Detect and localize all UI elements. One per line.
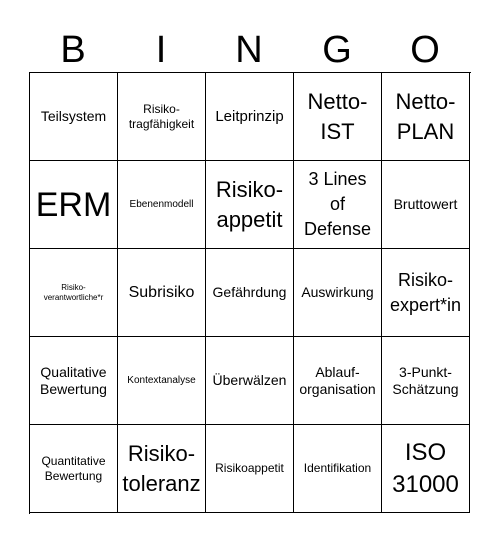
bingo-cell[interactable] [206,337,294,425]
cell-text: Risiko- tragfähigkeit [128,101,195,131]
bingo-cell[interactable] [118,425,206,513]
cell-text: Identifikation [303,461,372,475]
cell-text: Quantitative Bewertung [41,453,106,483]
bingo-cell[interactable] [382,337,470,425]
cell-text: Netto- IST [307,88,368,144]
cell-text: Ebenenmodell [129,198,194,210]
cell-text: Bruttowert [393,196,458,212]
cell-text: Risiko- toleranz [122,440,201,496]
bingo-cell[interactable] [118,337,206,425]
header-letter-b: B [60,29,86,71]
cell-text: Gefährdung [212,284,287,300]
cell-text: Leitprinzip [215,108,284,125]
bingo-cell[interactable] [382,249,470,337]
bingo-cell[interactable] [30,161,118,249]
bingo-cell[interactable] [118,161,206,249]
cell-text: Auswirkung [301,284,374,300]
cell-text: ERM [35,185,112,224]
bingo-cell[interactable] [206,73,294,161]
bingo-cell[interactable] [30,425,118,513]
bingo-grid [29,72,471,514]
bingo-cell[interactable] [382,161,470,249]
cell-text: ISO 31000 [392,438,459,498]
cell-text: Risiko- expert*in [389,269,462,315]
cell-text: Qualitative Bewertung [40,363,107,397]
bingo-cell[interactable] [294,161,382,249]
cell-text: Ablauf- organisation [299,363,376,397]
cell-text: Teilsystem [40,108,107,124]
bingo-cell[interactable] [294,249,382,337]
header-letter-g: G [322,29,352,71]
bingo-cell[interactable] [294,73,382,161]
bingo-cell[interactable] [294,337,382,425]
bingo-cell[interactable] [382,73,470,161]
bingo-cell[interactable] [382,425,470,513]
cell-text: Risiko- verantwortliche*r [43,282,104,302]
bingo-cell[interactable] [118,249,206,337]
bingo-cell[interactable] [206,249,294,337]
cell-text: Überwälzen [212,372,287,388]
header-letter-i: I [155,29,167,71]
cell-text: Subrisiko [128,284,195,301]
header-letter-o: O [410,29,440,71]
bingo-header [29,28,471,72]
bingo-cell[interactable] [118,73,206,161]
bingo-cell[interactable] [30,249,118,337]
cell-text: 3 Lines of Defense [303,169,372,239]
bingo-cell[interactable] [206,425,294,513]
bingo-cell[interactable] [294,425,382,513]
bingo-cell[interactable] [206,161,294,249]
bingo-cell[interactable] [30,337,118,425]
cell-text: Risiko- appetit [215,176,284,232]
cell-text: Kontextanalyse [127,374,196,386]
cell-text: Netto- PLAN [395,88,456,144]
cell-text: Risikoappetit [215,461,284,475]
bingo-cell[interactable] [30,73,118,161]
cell-text: 3-Punkt- Schätzung [392,363,459,397]
header-letter-n: N [235,29,263,71]
